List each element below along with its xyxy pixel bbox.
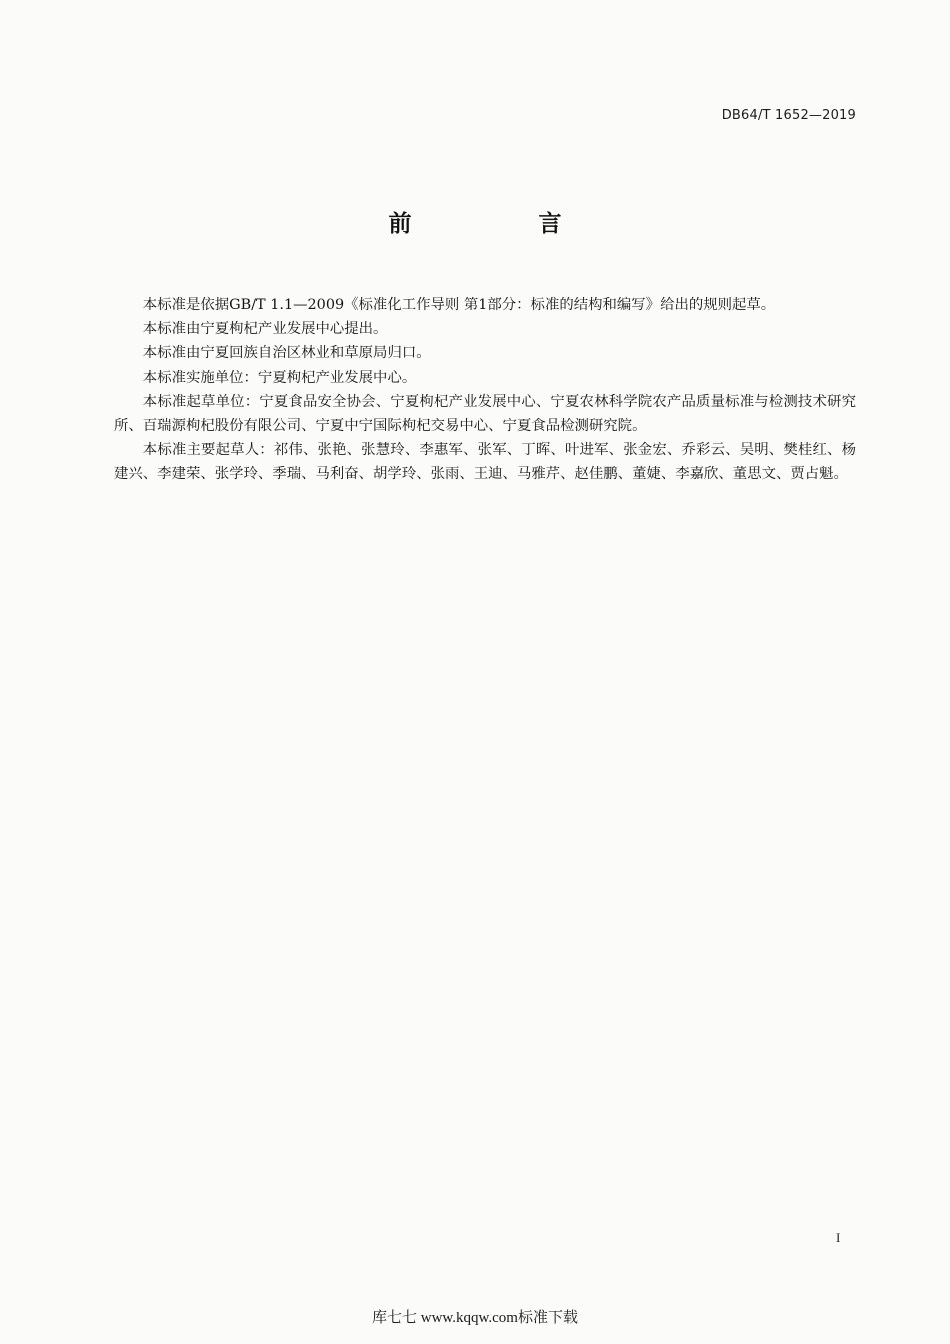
page-number: I xyxy=(836,1230,841,1245)
section-title-foreword: 前 言 xyxy=(388,211,614,237)
paragraph-main-drafters: 本标准主要起草人：祁伟、张艳、张慧玲、李惠军、张军、丁晖、叶进军、张金宏、乔彩云、吴明、樊桂红、杨建兴、李建荣、张学玲、季瑞、马利奋、胡学玲、张雨、王迪、马雅芹、赵佳鹏、董婕、李嘉欣、董思文、贾占魁。 xyxy=(114,442,856,483)
footer-watermark: 库七七 www.kqqw.com标准下载 xyxy=(372,1310,578,1326)
paragraph-proposed-by: 本标准由宁夏枸杞产业发展中心提出。 xyxy=(142,321,388,338)
paragraph-drafting-rules: 本标准是依据GB/T 1.1—2009《标准化工作导则 第1部分：标准的结构和编写》给出的规则起草。 xyxy=(142,297,776,313)
paragraph-centralized-by: 本标准由宁夏回族自治区林业和草原局归口。 xyxy=(142,345,431,362)
foreword-body xyxy=(114,293,856,487)
document-code: DB64/T 1652—2019 xyxy=(721,108,856,123)
paragraph-implementing-unit: 本标准实施单位：宁夏枸杞产业发展中心。 xyxy=(142,369,417,386)
paragraph-drafting-units: 本标准起草单位：宁夏食品安全协会、宁夏枸杞产业发展中心、宁夏农林科学院农产品质量标准与检测技术研究所、百瑞源枸杞股份有限公司、宁夏中宁国际枸杞交易中心、宁夏食品检测研究院。 xyxy=(114,393,856,435)
